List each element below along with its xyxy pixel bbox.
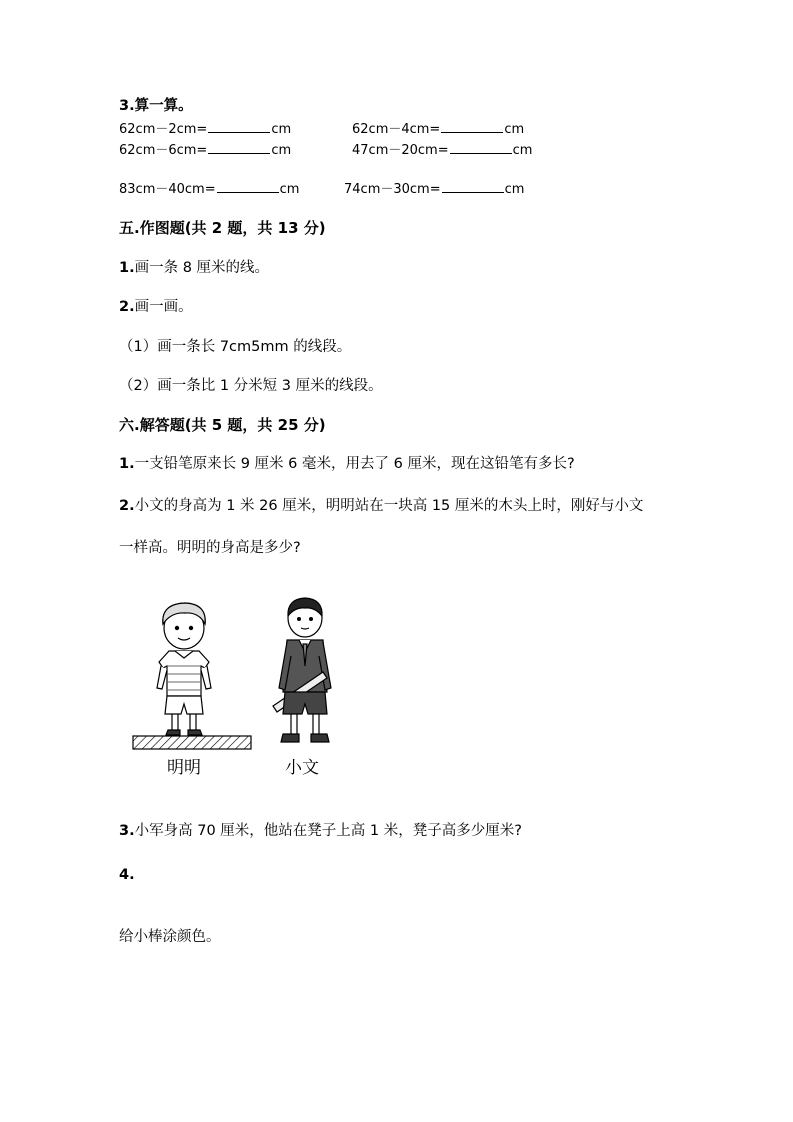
question-text: 画一画。 (134, 299, 193, 315)
question-number: 1. (119, 456, 135, 472)
equation-expr: 74cm－30cm= (344, 182, 441, 197)
equation-5 (119, 180, 299, 199)
equation-expr: 62cm－2cm= (119, 122, 208, 137)
answer-blank[interactable] (208, 120, 270, 133)
question-number: 2. (119, 299, 135, 315)
equation-unit: cm (512, 143, 533, 158)
section6-q2-line1 (119, 496, 643, 516)
section5-heading: 五.作图题(共 2 题，共 13 分) (119, 219, 326, 237)
equation-expr: 83cm－40cm= (119, 182, 216, 197)
equation-unit: cm (271, 122, 292, 137)
answer-blank[interactable] (217, 180, 279, 193)
equation-4 (352, 141, 532, 160)
mingming-boy-figure (157, 603, 211, 735)
question-number: 4. (119, 867, 135, 883)
section5-sub1: （1）画一条长 7cm5mm 的线段。 (119, 339, 352, 355)
section6-heading: 六.解答题(共 5 题，共 25 分) (119, 416, 326, 434)
section5-sub2: （2）画一条比 1 分米短 3 厘米的线段。 (119, 378, 383, 394)
answer-blank[interactable] (450, 141, 512, 154)
section6-q2-line2: 一样高。明明的身高是多少? (119, 540, 301, 556)
section6-q4 (119, 865, 135, 885)
label-mingming: 明明 (167, 758, 201, 778)
question-text: 小文的身高为 1 米 26 厘米，明明站在一块高 15 厘米的木头上时，刚好与小文 (134, 498, 644, 514)
equation-unit: cm (504, 122, 525, 137)
equation-expr: 47cm－20cm= (352, 143, 449, 158)
question-text: 小军身高 70 厘米，他站在凳子上高 1 米，凳子高多少厘米? (134, 823, 522, 839)
answer-blank[interactable] (208, 141, 270, 154)
height-comparison-figure (125, 596, 365, 786)
section6-q1 (119, 454, 575, 474)
question-text: 一支铅笔原来长 9 厘米 6 毫米，用去了 6 厘米，现在这铅笔有多长? (134, 456, 575, 472)
section5-q2 (119, 297, 193, 317)
answer-blank[interactable] (441, 120, 503, 133)
section3-title-text: 3.算一算。 (119, 98, 193, 114)
equation-3 (119, 141, 291, 160)
equation-unit: cm (271, 143, 292, 158)
equation-expr: 62cm－6cm= (119, 143, 208, 158)
question-number: 2. (119, 498, 135, 514)
equation-expr: 62cm－4cm= (352, 122, 441, 137)
equation-unit: cm (279, 182, 300, 197)
figure-illustration (125, 596, 365, 786)
label-xiaowen: 小文 (285, 758, 319, 778)
answer-blank[interactable] (442, 180, 504, 193)
equation-2 (352, 120, 524, 139)
section3-title (119, 96, 193, 116)
question-number: 3. (119, 823, 135, 839)
xiaowen-boy-figure (273, 598, 331, 742)
equation-unit: cm (504, 182, 525, 197)
question-number: 1. (119, 260, 135, 276)
equation-1 (119, 120, 291, 139)
question-text: 画一条 8 厘米的线。 (134, 260, 270, 276)
section5-q1 (119, 258, 269, 278)
section6-q4-text: 给小棒涂颜色。 (119, 929, 221, 945)
equation-6 (344, 180, 524, 199)
wooden-block (133, 736, 251, 749)
section6-q3 (119, 821, 522, 841)
